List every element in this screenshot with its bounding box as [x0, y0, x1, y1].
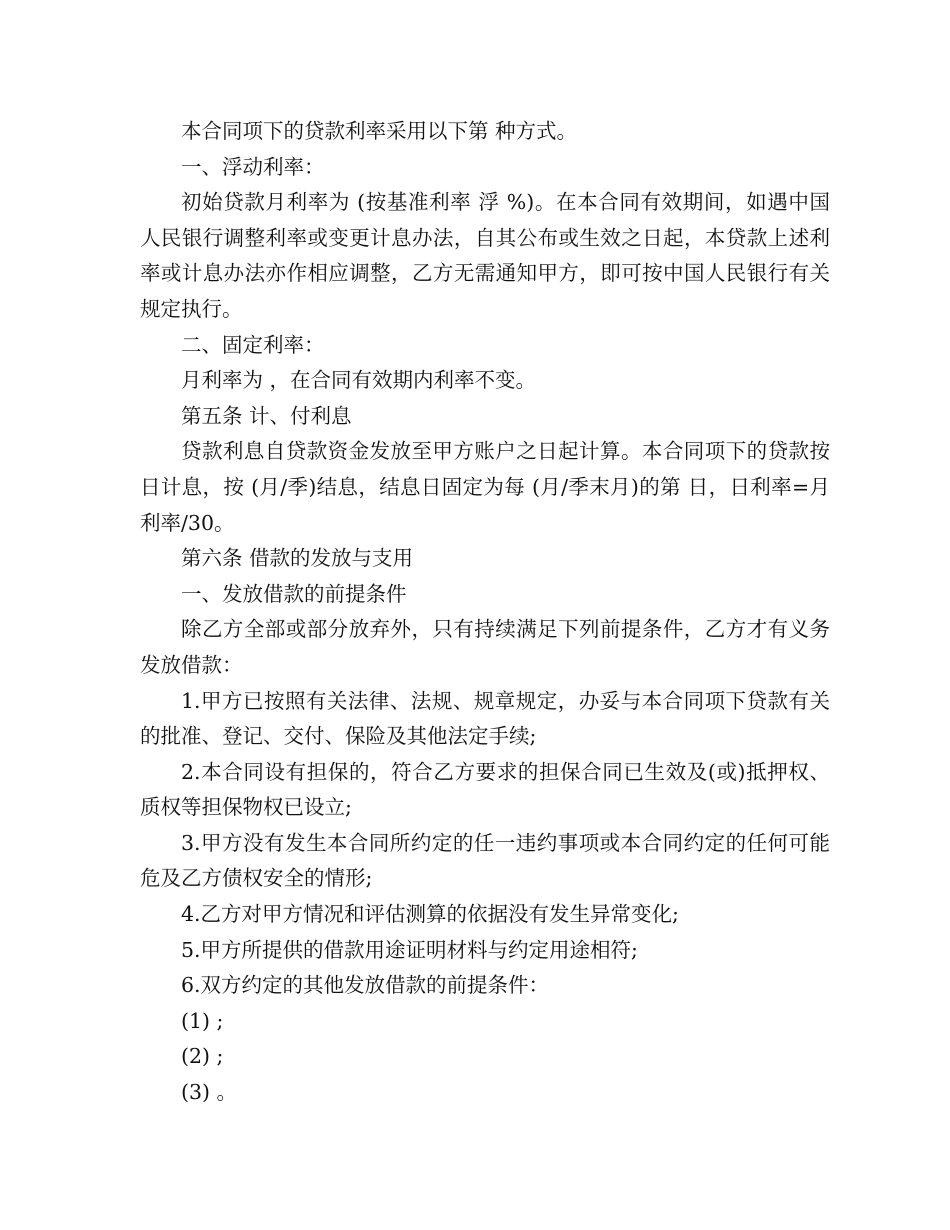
paragraph: 贷款利息自贷款资金发放至甲方账户之日起计算。本合同项下的贷款按日计息，按 (月/季)结息，结息日固定为每 (月/季末月)的第 日，日利率=月利率/30。 [140, 439, 830, 535]
article-heading: 第六条 借款的发放与支用 [181, 546, 414, 571]
list-item: 2.本合同设有担保的，符合乙方要求的担保合同已生效及(或)抵押权、质权等担保物权已设立; [140, 759, 830, 820]
sub-list-item: (2) ; [181, 1044, 224, 1069]
paragraph: 月利率为 ，在合同有效期内利率不变。 [181, 368, 537, 393]
article-heading: 第五条 计、付利息 [181, 403, 352, 428]
paragraph: 初始贷款月利率为 (按基准利率 浮 %)。在本合同有效期间，如遇中国人民银行调整利率或变更计息办法，自其公布或生效之日起，本贷款上述利率或计息办法亦作相应调整，乙方无需通知甲方，即可按中国人民银行有关规定执行。 [140, 190, 830, 321]
paragraph: 本合同项下的贷款利率采用以下第 种方式。 [181, 119, 578, 143]
list-item: 4.乙方对甲方情况和评估测算的依据没有发生异常变化; [181, 902, 679, 927]
sub-list-item: (1) ; [181, 1008, 224, 1033]
list-item: 5.甲方所提供的借款用途证明材料与约定用途相符; [181, 937, 638, 962]
section-heading: 一、浮动利率： [181, 154, 325, 179]
paragraph: 除乙方全部或部分放弃外，只有持续满足下列前提条件，乙方才有义务发放借款： [140, 617, 830, 677]
section-heading: 二、固定利率： [181, 332, 325, 357]
list-item: 3.甲方没有发生本合同所约定的任一违约事项或本合同约定的任何可能危及乙方债权安全的情形; [140, 830, 830, 891]
list-item: 6.双方约定的其他发放借款的前提条件： [181, 973, 550, 998]
section-heading: 一、发放借款的前提条件 [181, 581, 407, 606]
list-item: 1.甲方已按照有关法律、法规、规章规定，办妥与本合同项下贷款有关的批准、登记、交付、保险及其他法定手续; [140, 688, 830, 749]
sub-list-item: (3) 。 [181, 1080, 238, 1105]
document-body [140, 114, 830, 1111]
